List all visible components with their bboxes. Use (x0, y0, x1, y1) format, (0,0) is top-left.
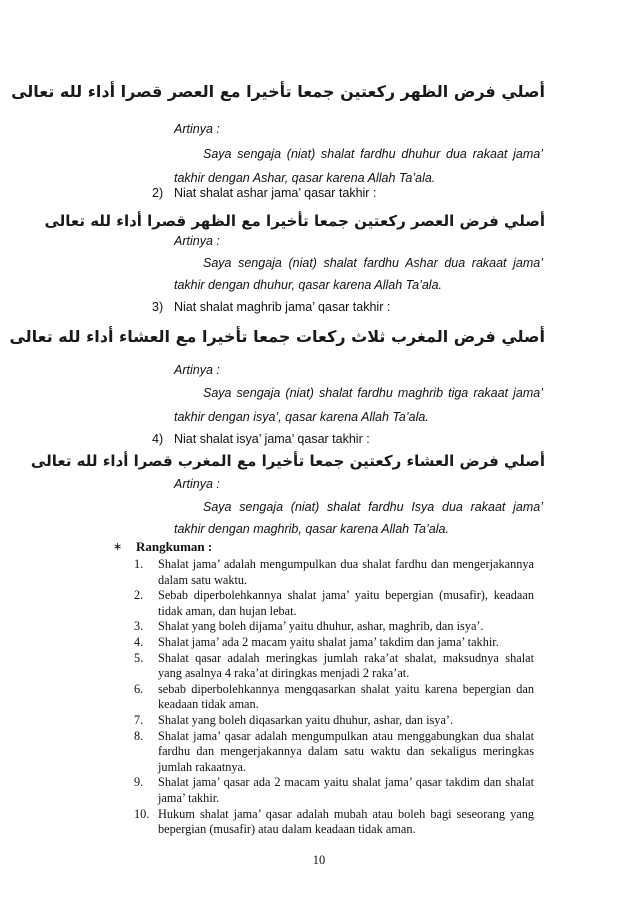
list-item: 7. Shalat yang boleh diqasarkan yaitu dhuhur, ashar, dan isya’. (134, 712, 454, 727)
item-number-3: 3) (152, 300, 164, 314)
list-item: 1. Shalat jama’ adalah mengumpulkan dua shalat fardhu dan mengerjakannya dalam satu waktu. (134, 557, 534, 587)
heading-niat-ashar: Niat shalat ashar jama’ qasar takhir : (174, 186, 377, 200)
translation-3-line2: takhir dengan isya’, qasar karena Allah Ta’ala. (174, 410, 429, 424)
list-item: 2. Sebab diperbolehkannya shalat jama’ yaitu bepergian (musafir), keadaan tidak aman, dan hujan lebat. (134, 588, 534, 618)
arabic-niat-maghrib: أصلي فرض المغرب ثلاث ركعات جمعا تأخيرا مع العشاء أداء لله تعالى (9, 327, 545, 346)
translation-1-line2: takhir dengan Ashar, qasar karena Allah Ta’ala. (174, 171, 436, 185)
list-item: 10. Hukum shalat jama’ qasar adalah mubah atau boleh bagi seseorang yang bepergian (musafir) atau dalam keadaan tidak aman. (134, 806, 534, 837)
artinya-label-4: Artinya : (174, 477, 220, 491)
item-number-2: 2) (152, 186, 164, 200)
heading-niat-isya: Niat shalat isya’ jama’ qasar takhir : (174, 432, 370, 446)
rangkuman-list (134, 557, 534, 838)
list-item: 9. Shalat jama’ qasar ada 2 macam yaitu shalat jama’ qasar takdim dan shalat jama’ takhir. (134, 775, 534, 805)
page-number: 10 (312, 853, 326, 867)
heading-niat-maghrib: Niat shalat maghrib jama’ qasar takhir : (174, 300, 391, 314)
rangkuman-title: Rangkuman : (136, 539, 213, 554)
translation-4-line2: takhir dengan maghrib, qasar karena Allah Ta’ala. (174, 522, 449, 536)
translation-1-line1: Saya sengaja (niat) shalat fardhu dhuhur dua rakaat jama’ (203, 147, 543, 161)
bullet-icon: ∗ (113, 540, 123, 553)
translation-4-line1: Saya sengaja (niat) shalat fardhu Isya dua rakaat jama’ (203, 500, 543, 514)
translation-3-line1: Saya sengaja (niat) shalat fardhu maghrib tiga rakaat jama’ (203, 386, 543, 400)
list-item: 8. Shalat jama’ qasar adalah mengumpulkan atau menggabungkan dua shalat fardhu dan mengerjakannya dalam satu waktu dan sekaligus meringkas jumlah rakaatnya. (134, 728, 534, 774)
arabic-niat-isya: أصلي فرض العشاء ركعتين جمعا تأخيرا مع المغرب قصرا أداء لله تعالى (30, 452, 545, 470)
list-item: 3. Shalat yang boleh dijama’ yaitu dhuhur, ashar, maghrib, dan isya’. (134, 619, 484, 634)
arabic-niat-dhuhur: أصلي فرض الظهر ركعتين جمعا تأخيرا مع العصر قصرا أداء لله تعالى (11, 82, 545, 101)
translation-2-line1: Saya sengaja (niat) shalat fardhu Ashar dua rakaat jama’ (203, 256, 543, 270)
item-number-4: 4) (152, 432, 164, 446)
translation-2-line2: takhir dengan dhuhur, qasar karena Allah Ta’ala. (174, 278, 443, 292)
list-item: 5. Shalat qasar adalah meringkas jumlah raka’at shalat, maksudnya shalat yang asalnya 4 raka’at diringkas menjadi 2 raka’at. (134, 650, 534, 681)
artinya-label-2: Artinya : (174, 234, 220, 248)
arabic-niat-ashar: أصلي فرض العصر ركعتين جمعا تأخيرا مع الظهر قصرا أداء لله تعالى (44, 212, 545, 230)
artinya-label-3: Artinya : (174, 363, 220, 377)
list-item: 4. Shalat jama’ ada 2 macam yaitu shalat jama’ takdim dan jama’ takhir. (134, 634, 499, 649)
artinya-label-1: Artinya : (174, 122, 220, 136)
list-item: 6. sebab diperbolehkannya mengqasarkan shalat yaitu karena bepergian dan keadaan tidak aman. (134, 681, 534, 712)
